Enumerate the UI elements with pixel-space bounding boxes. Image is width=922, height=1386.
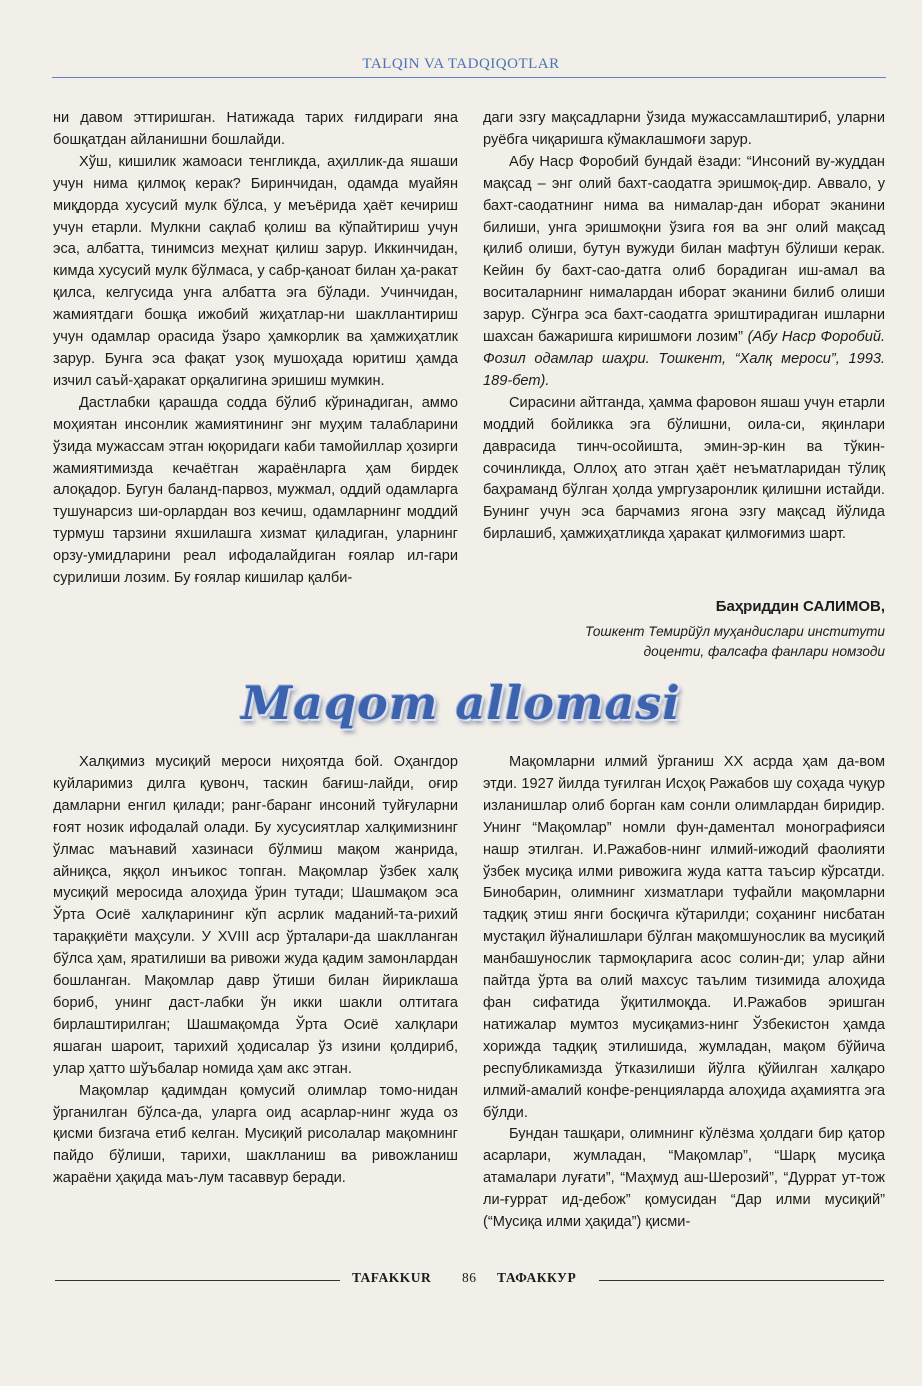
paragraph: Бундан ташқари, олимнинг кўлёзма ҳолдаги бир қатор асарлари, жумладан, “Мақомлар”, “Шарқ мусиқа атамалари луғати”, “Маҳмуд аш-Шерозий”, “Дуррат ут-тож ли-ғуррат ид-дебож” қомусидан “Дар илми мусиқий” (“Мусиқа илми ҳақида”) қисми- bbox=[483, 1126, 885, 1231]
footer-rule-left bbox=[55, 1280, 340, 1281]
running-head: TALQIN VA TADQIQOTLAR bbox=[362, 56, 560, 72]
author-affiliation-line: доценти, фалсафа фанлари номзоди bbox=[643, 644, 885, 659]
paragraph: Хўш, кишилик жамоаси тенгликда, аҳиллик-да яшаши учун нима қилмоқ керак? Биринчидан, одамда муайян миқдорда хусусий мулк бўлса, у меъёрида ҳаёт кечириш учун етарли. Мулкни сақлаб қолиш ва кўпайтириш учун эса, албатта, тинимсиз меҳнат қилиш зарур. Иккинчидан, кимда хусусий мулк бўлмаса, у сабр-қаноат билан ҳа-ракат қилса, келгусида унга албатта эга бўлади. Учинчидан, жамиятдаги бошқа ижобий жиҳатлар-ни шакллантириш учун одамлар орасида ўзаро ҳамкорлик ва ҳамжиҳатлик зарур. Бунга эса фақат узоқ мушоҳада юритиш ҳамда изчил саъй-ҳаракат орқалигина эришиш мумкин. bbox=[53, 153, 458, 389]
quote-text: Абу Наср Форобий бундай ёзади: “Инсоний ву-жуддан мақсад – энг олий бахт-саодатга эришмоқ-дир. Аввало, у бахт-саодатнинг нима ва нималар-дан иборат эканини билиши, унга эришмоқни ўзига ғоя ва энг олий мақсад қилиб олиши, бутун вужуди билан мафтун бўлиши керак. Кейин бу бахт-сао-датга олиб борадиган иш-амал ва воситаларнинг нималардан иборат эканини билиб олиши зарур. Сўнгра эса бахт-саодатга эриштирадиган ишларни шахсан бажаришга киришмоғи лозим” bbox=[483, 153, 885, 346]
author-affiliation-line: Тошкент Темирйўл муҳандислари институти bbox=[585, 624, 885, 639]
author-name: Баҳриддин САЛИМОВ, bbox=[715, 598, 885, 615]
paragraph: Дастлабки қарашда содда бўлиб кўринадиган, аммо моҳиятан инсонлик жамиятининг энг муҳим талабларини ўзида мужассам этган юқоридаги каби тамойиллар ҳозирги жамиятимизда кечаётган жараёнларга ҳам бирдек алоқадор. Бугун баланд-парвоз, мужмал, оддий одамларга тушунарсиз ши-орлардан воз кечиш, одамларнинг моддий турмуш тарзини яхшилашга хизмат қиладиган, уларнинг орзу-умидларини реал ифодалайдиган ғоялар ил-гари сурилиши лозим. Бу ғоялар кишилар қалби- bbox=[53, 394, 458, 587]
author-affiliation bbox=[585, 622, 885, 662]
paragraph: даги эзгу мақсадларни ўзида мужассамлаштириб, уларни руёбга чиқаришга кўмаклашмоғи зарур. bbox=[483, 110, 885, 148]
footer-magazine-name-latin: TAFAKKUR bbox=[352, 1270, 432, 1285]
paragraph-with-citation bbox=[483, 152, 885, 393]
header-rule bbox=[52, 77, 886, 78]
article-title: Maqom allomasi bbox=[241, 676, 681, 730]
page-number: 86 bbox=[462, 1270, 477, 1285]
article2-column-1 bbox=[53, 752, 458, 1190]
page-footer bbox=[0, 1270, 922, 1290]
article2-column-2 bbox=[483, 752, 885, 1234]
article1-column-2 bbox=[483, 108, 885, 546]
paragraph: Сирасини айтганда, ҳамма фаровон яшаш учун етарли моддий бойликка эга бўлишни, оила-си, яқинлари даврасида тинч-осойишта, эмин-эр-кин ва тўкин-сочинликда, Оллоҳ ато этган ҳаёт неъматларидан тўлиқ баҳраманд бўлган ҳолда умргузаронлик қилишни истайди. Бунинг учун эса барчамиз ягона эзгу мақсад йўлида бирлашиб, ҳамжиҳатликда ҳаракат қилмоғимиз шарт. bbox=[483, 394, 885, 543]
footer-magazine-name-cyrillic: ТАФАККУР bbox=[497, 1270, 577, 1285]
paragraph: Мақомлар қадимдан қомусий олимлар томо-нидан ўрганилган бўлса-да, уларга оид асарлар-нинг жуда оз қисми бизгача етиб келган. Мусиқий рисолалар мақомнинг пайдо бўлиши, тарихи, шаклланиш ва ривожланиш жараёни ҳақида маъ-лум тасаввур беради. bbox=[53, 1082, 458, 1187]
paragraph: Мақомларни илмий ўрганиш XX асрда ҳам да-вом этди. 1927 йилда туғилган Исҳоқ Ражабов шу соҳада чуқур изланишлар олиб борган кам сонли олимлардан биридир. Унинг “Мақомлар” номли фун-даментал монографияси нашр этилган. И.Ражабов-нинг илмий-ижодий фаолияти ўзбек мусиқа илми ривожига жуда катта таъсир кўрсатди. Бинобарин, олимнинг хизматлари туфайли мақомларни тадқиқ этиш янги босқичга кўтарилди; соҳанинг нисбатан мустақил йўналишлари бўлган мақомшунослик ва мусиқий манбашунослик тармоқларига асос солин-ди; улар айни пайтда ўрта ва олий махсус таълим тизимида алоҳида фан сифатида ўқитилмоқда. И.Ражабов эришган натижалар мумтоз мусиқамиз-нинг Ўзбекистон ҳамда хорижда тадқиқ этилишида, жумладан, мақом бўйича республикамизда ўтказилиши йўлга қўйилган халқаро илмий-амалий конфе-ренцияларда алоҳида аҳамиятга эга бўлди. bbox=[483, 754, 885, 1121]
paragraph: ни давом эттиришган. Натижада тарих ғилдираги яна бошқатдан айланишни бошлайди. bbox=[53, 110, 458, 148]
article1-column-1 bbox=[53, 108, 458, 590]
citation: (Абу Наср Форобий. Фозил одамлар шаҳри. Тошкент, “Халқ мероси”, 1993. 189-бет). bbox=[483, 329, 886, 389]
footer-rule-right bbox=[599, 1280, 884, 1281]
paragraph: Халқимиз мусиқий мероси ниҳоятда бой. Оҳангдор куйларимиз дилга қувонч, таскин бағиш-лайди, оғир дамларни енгил қилади; ранг-баранг инсоний туйғуларни ғоят нозик ифодалай олади. Бу хусусиятлар халқимизнинг ўлмас маънавий хазинаси бўлмиш мақом жанрида, айниқса, яққол инъикос топган. Мақомлар ўзбек халқ мусиқий меросида алоҳида ўрин тутади; Шашмақом эса Ўрта Осиё халқларининг кўп асрлик маданий-та-рихий тараққиёти маҳсули. У XVIII аср ўрталари-да шаклланган бўлса ҳам, яратилиши ва ривожи жуда қадим замонлардан бошланган. Мақомлар давр ўтиши билан йириклаша бориб, унинг даст-лабки ўн икки шакли олтитага бирлаштирилган; Шашмақомда Ўрта Осиё халқлари яшаган шароит, тарихий ҳодисалар ўз изини қолдириб, улар ҳатто шўъбалар номида ҳам акс этган. bbox=[53, 754, 458, 1077]
